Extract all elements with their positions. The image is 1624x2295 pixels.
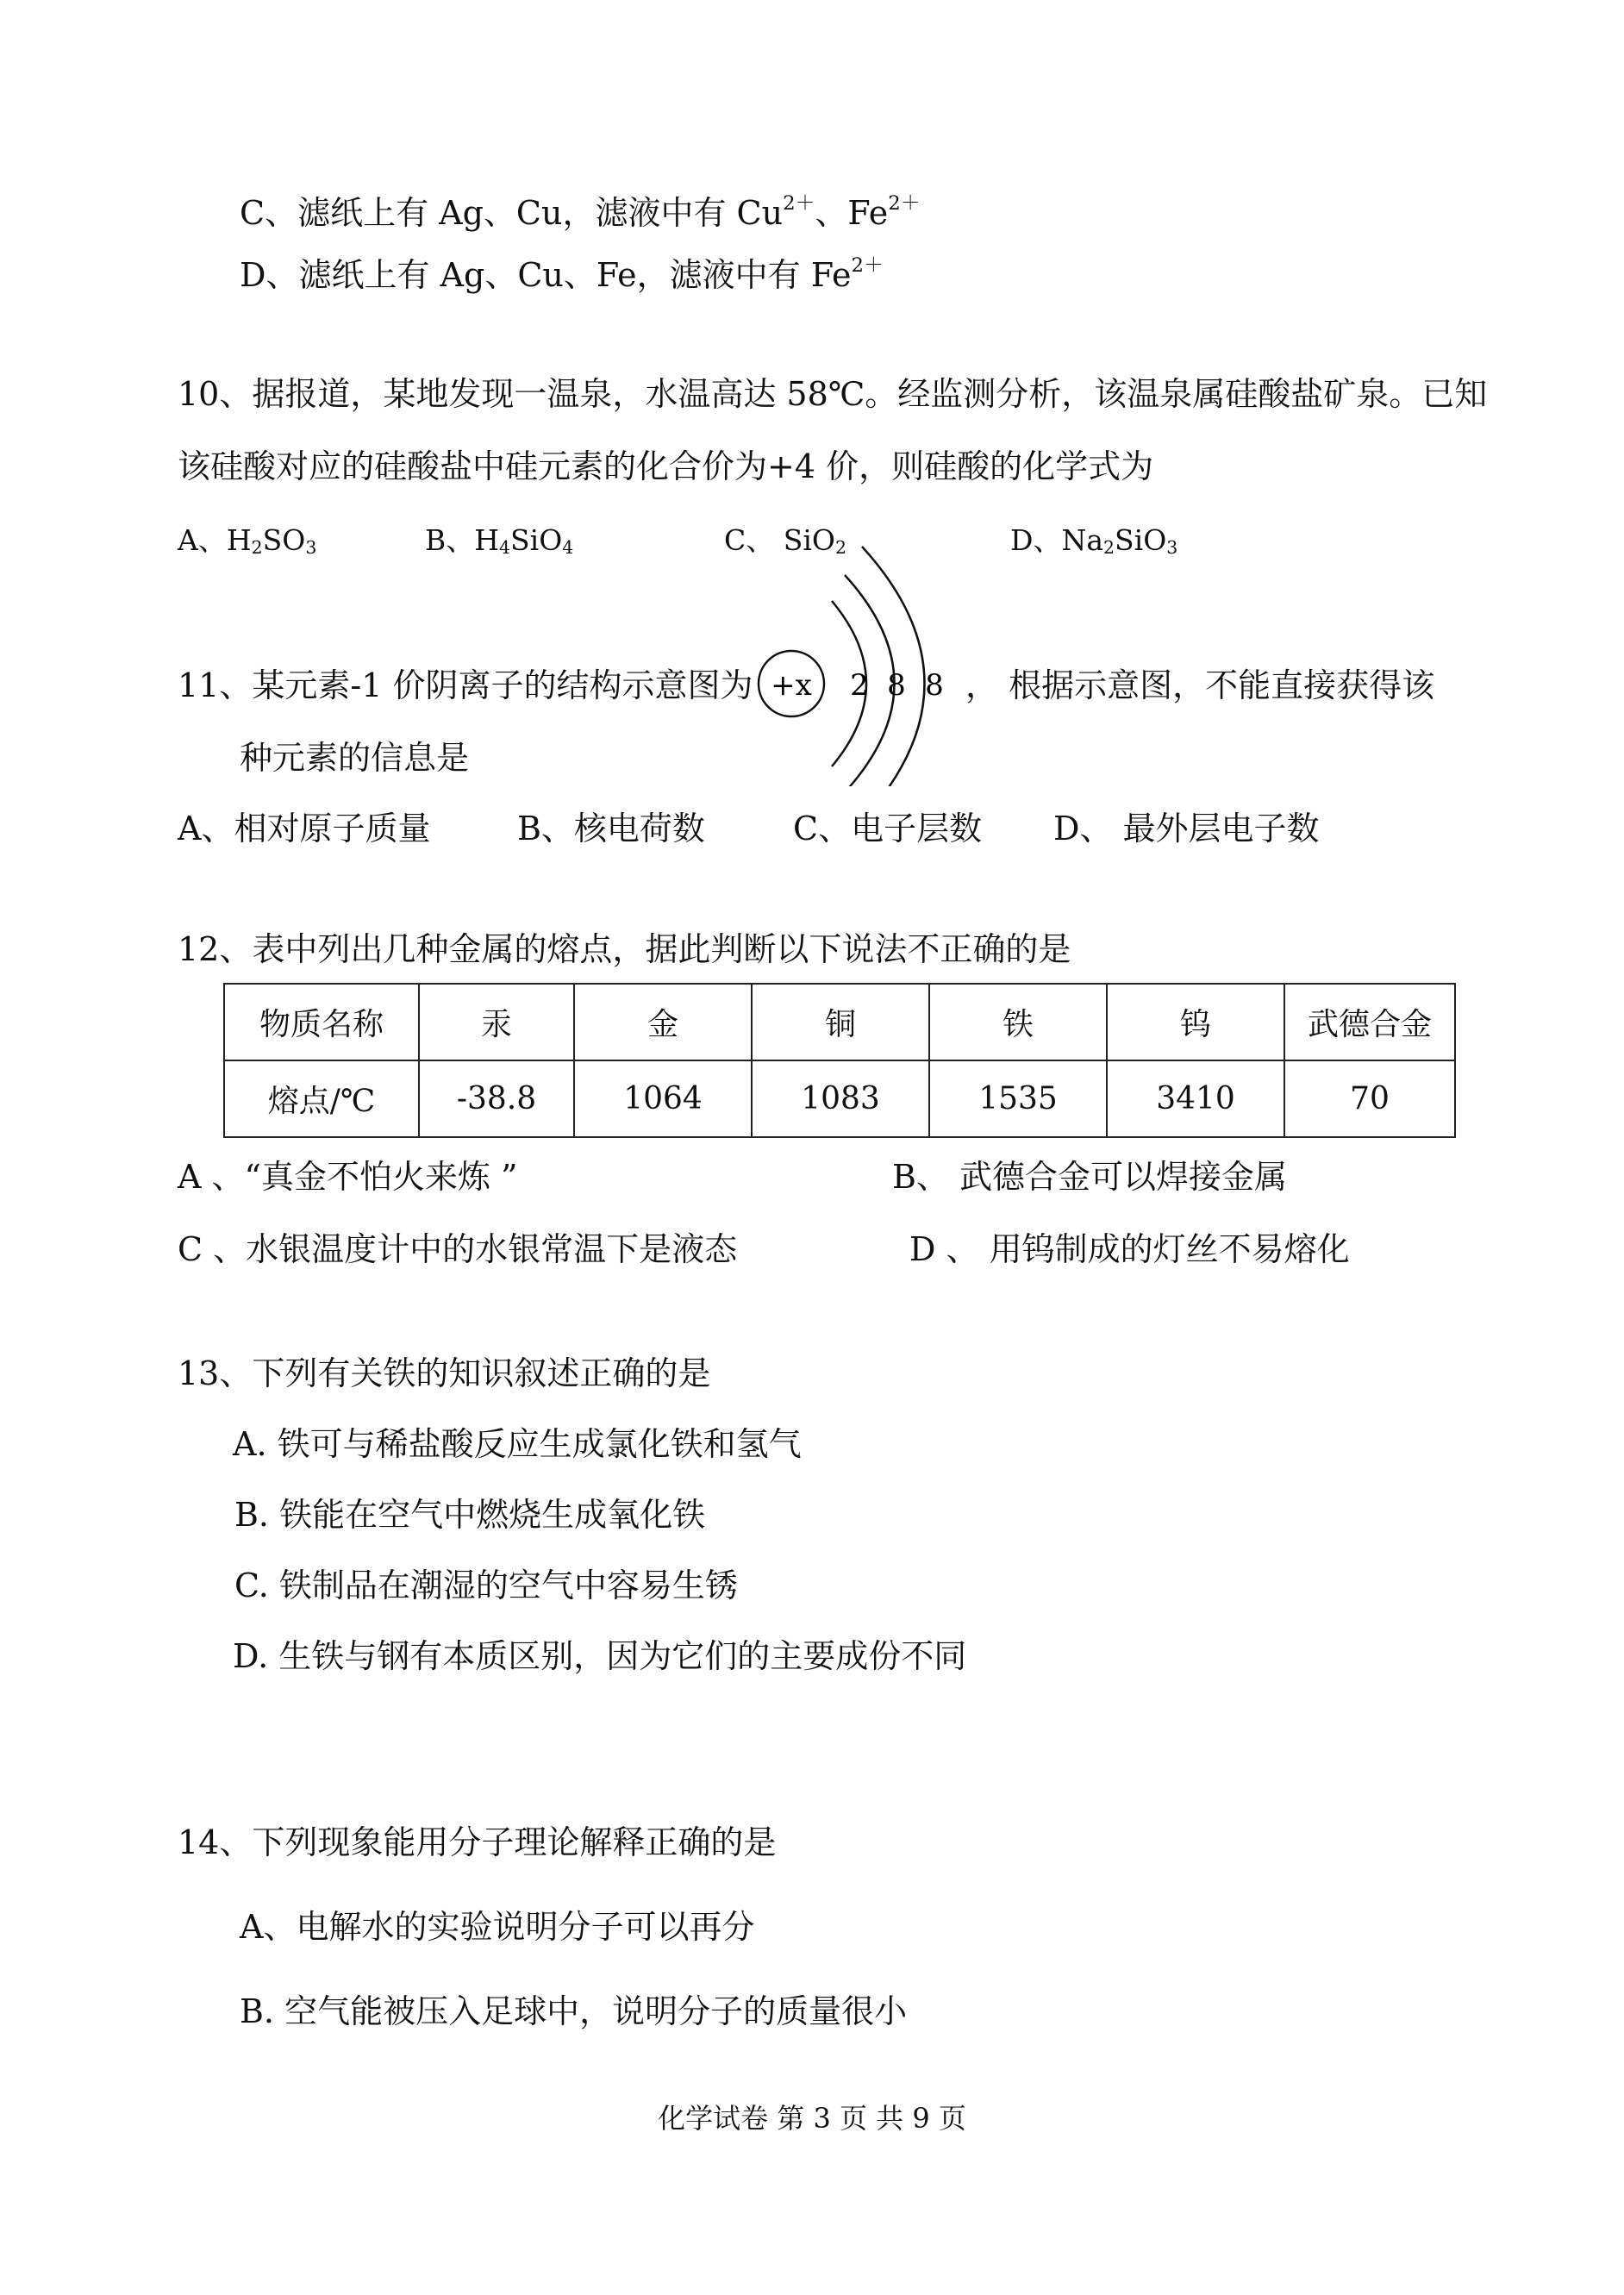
q11-stem-left: 11、某元素-1 价阴离子的结构示意图为 [178,666,753,704]
table-cell: 汞 [419,984,574,1060]
q12-option-b: B、 武德合金可以焊接金属 [892,1158,1288,1196]
q13-stem: 13、下列有关铁的知识叙述正确的是 [178,1354,711,1392]
q13-option-d: D. 生铁与钢有本质区别，因为它们的主要成份不同 [233,1637,967,1675]
q13-option-a: A. 铁可与稀盐酸反应生成氯化铁和氢气 [233,1425,802,1463]
table-cell: 1535 [929,1060,1107,1137]
q9-option-d: D、滤纸上有 Ag、Cu、Fe，滤液中有 $Fe^{2+}$ [240,253,884,294]
table-cell: 武德合金 [1284,984,1455,1060]
table-cell: 金 [574,984,752,1060]
nucleus-label: +x [771,668,812,703]
q10-option-c: C、 SiO$_2$ [724,523,846,559]
q11-option-d: D、 最外层电子数 [1053,810,1320,847]
q12-option-d: D 、 用钨制成的灯丝不易熔化 [909,1230,1350,1268]
q11-stem-right: ， 根据示意图，不能直接获得该 [965,666,1435,704]
q13-option-c: C. 铁制品在潮湿的空气中容易生锈 [234,1566,738,1604]
table-cell: 1064 [574,1060,752,1137]
q11-stem-line2: 种元素的信息是 [240,739,470,777]
q12-stem: 12、表中列出几种金属的熔点，据此判断以下说法不正确的是 [178,930,1071,968]
table-cell: 70 [1284,1060,1455,1137]
q14-option-a: A、电解水的实验说明分子可以再分 [240,1908,755,1946]
table-cell: -38.8 [419,1060,574,1137]
q11-option-a: A、相对原子质量 [178,810,431,847]
q12-option-a: A 、“真金不怕火来炼 ” [178,1158,518,1196]
shell-3-electrons: 8 [925,668,944,703]
q10-stem-line2: 该硅酸对应的硅酸盐中硅元素的化合价为+4 价，则硅酸的化学式为 [178,447,1154,485]
table-cell: 钨 [1107,984,1284,1060]
q9-option-c: C、滤纸上有 Ag、Cu，滤液中有 $Cu^{2+}$、$Fe^{2+}$ [240,191,921,232]
table-cell: 1083 [752,1060,929,1137]
table-cell: 物质名称 [224,984,419,1060]
q13-option-b: B. 铁能在空气中燃烧生成氧化铁 [234,1496,706,1534]
q10-stem-line1: 10、据报道，某地发现一温泉，水温高达 58℃。经监测分析，该温泉属硅酸盐矿泉。已知 [178,375,1488,413]
q11-option-b: B、核电荷数 [517,810,705,847]
table-cell: 铁 [929,984,1107,1060]
q10-option-a: A、$H_2SO_3$ [178,523,317,559]
table-cell: 铜 [752,984,929,1060]
atom-structure-diagram [750,528,974,786]
shell-1-electrons: 2 [850,668,869,703]
q11-option-c: C、电子层数 [793,810,983,847]
q14-option-b: B. 空气能被压入足球中，说明分子的质量很小 [240,1992,908,2030]
shell-2-electrons: 8 [887,668,906,703]
page-footer: 化学试卷 第 3 页 共 9 页 [658,2102,966,2135]
q10-option-b: B、$H_4SiO_4$ [425,523,574,559]
q14-stem: 14、下列现象能用分子理论解释正确的是 [178,1823,777,1861]
table-row [224,1060,1455,1137]
table-header-row [224,984,1455,1060]
q10-option-d: D、$Na_2SiO_3$ [1010,523,1178,559]
q12-option-c: C 、水银温度计中的水银常温下是液态 [178,1230,738,1268]
table-cell: 3410 [1107,1060,1284,1137]
melting-point-table [223,983,1456,1138]
table-cell: 熔点/℃ [224,1060,419,1137]
